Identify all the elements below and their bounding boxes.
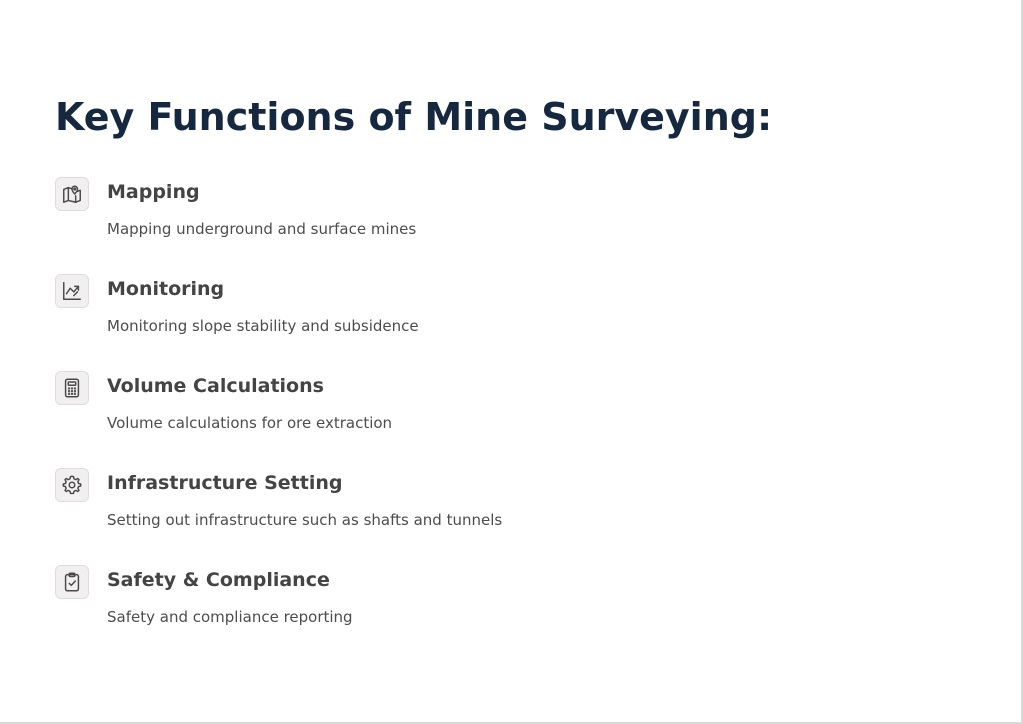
page-title: Key Functions of Mine Surveying:	[55, 95, 773, 139]
map-pin-icon	[55, 177, 89, 211]
item-title: Mapping	[107, 181, 200, 203]
list-item-infrastructure-setting	[55, 468, 955, 565]
item-description: Volume calculations for ore extraction	[107, 414, 393, 432]
list-item-volume-calculations	[55, 371, 955, 468]
calculator-icon	[55, 371, 89, 405]
list-item-mapping	[55, 177, 955, 274]
item-description: Safety and compliance reporting	[107, 608, 353, 626]
item-title: Infrastructure Setting	[107, 472, 343, 494]
trending-chart-icon	[55, 274, 89, 308]
gear-icon	[55, 468, 89, 502]
item-description: Mapping underground and surface mines	[107, 220, 417, 238]
item-title: Safety & Compliance	[107, 569, 330, 591]
item-title: Monitoring	[107, 278, 225, 300]
list-item-monitoring	[55, 274, 955, 371]
function-list	[55, 177, 955, 662]
clipboard-check-icon	[55, 565, 89, 599]
item-title: Volume Calculations	[107, 375, 324, 397]
item-description: Monitoring slope stability and subsidence	[107, 317, 419, 335]
item-description: Setting out infrastructure such as shafts and tunnels	[107, 511, 503, 529]
list-item-safety-compliance	[55, 565, 955, 662]
